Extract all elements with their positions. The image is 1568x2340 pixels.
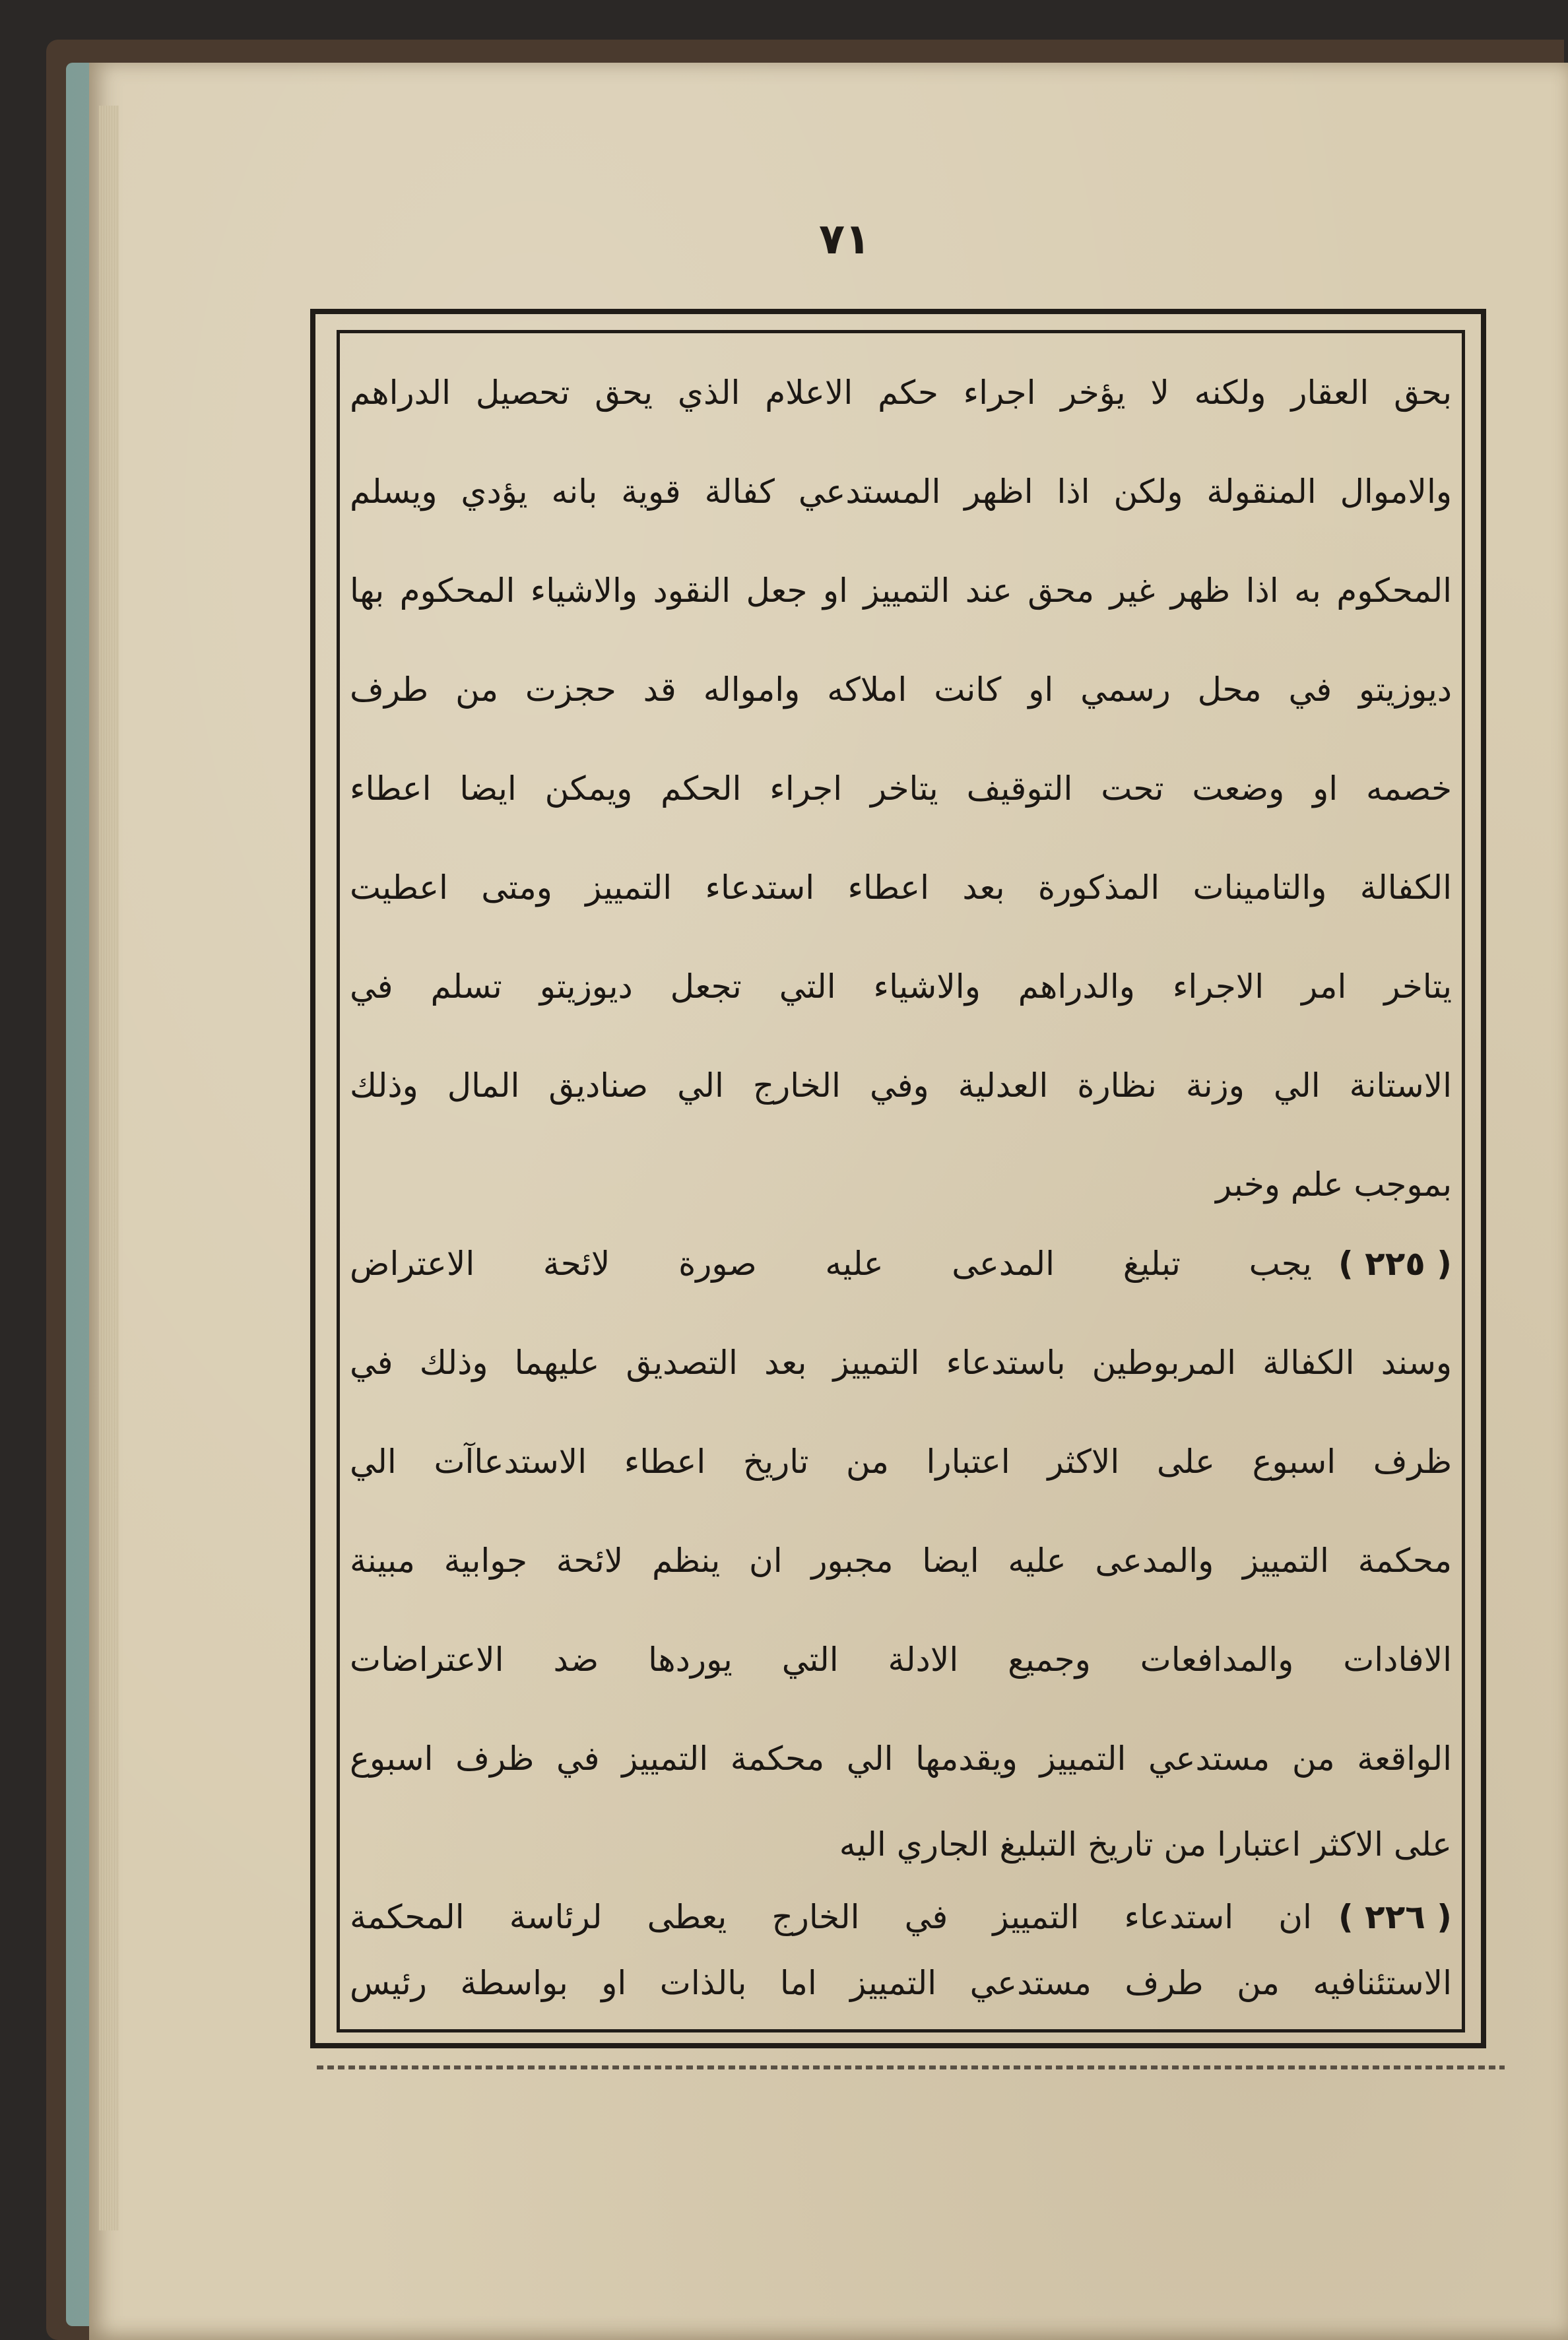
article-first-line: يجب تبليغ المدعى عليه صورة لائحة الاعتراض	[350, 1245, 1312, 1283]
text-line: بموجب علم وخبر	[1216, 1165, 1452, 1204]
page-number: ٧١	[818, 215, 871, 264]
text-block	[350, 343, 1452, 2032]
text-line: المحكوم به اذا ظهر غير محق عند التمييز او جعل النقود والاشياء المحكوم بها	[350, 571, 1452, 610]
text-line: ديوزيتو في محل رسمي او كانت املاكه وامواله قد حجزت من طرف	[350, 670, 1452, 709]
text-line: الواقعة من مستدعي التمييز ويقدمها الي محكمة التمييز في ظرف اسبوع	[350, 1739, 1452, 1778]
article-first-line: ان استدعاء التمييز في الخارج يعطى لرئاسة المحكمة	[350, 1898, 1312, 1936]
text-line: الاستئنافيه من طرف مستدعي التمييز اما بالذات او بواسطة رئيس	[350, 1964, 1452, 2002]
article-number: ( ٢٢٦ )	[1338, 1898, 1452, 1936]
text-line: ظرف اسبوع على الاكثر اعتبارا من تاريخ اعطاء الاستدعاآت الي	[350, 1443, 1452, 1481]
text-line: وسند الكفالة المربوطين باستدعاء التمييز بعد التصديق عليهما وذلك في	[350, 1344, 1452, 1382]
text-line: والاموال المنقولة ولكن اذا اظهر المستدعي كفالة قوية بانه يؤدي ويسلم	[350, 472, 1452, 511]
text-line: على الاكثر اعتبارا من تاريخ التبليغ الجاري اليه	[839, 1825, 1452, 1864]
text-line: يتاخر امر الاجراء والدراهم والاشياء التي تجعل ديوزيتو تسلم في	[350, 967, 1452, 1006]
article-225-heading-line	[350, 1214, 1452, 1313]
article-number: ( ٢٢٥ )	[1338, 1245, 1452, 1283]
text-line: الافادات والمدافعات وجميع الادلة التي يوردها ضد الاعتراضات	[350, 1641, 1452, 1679]
text-line: الاستانة الي وزنة نظارة العدلية وفي الخارج الي صناديق المال وذلك	[350, 1066, 1452, 1105]
page-stack-edge	[99, 106, 119, 2230]
text-line: بحق العقار ولكنه لا يؤخر اجراء حكم الاعلام الذي يحق تحصيل الدراهم	[350, 374, 1452, 412]
frame-dotted-rule	[317, 2065, 1505, 2069]
text-line: خصمه او وضعت تحت التوقيف يتاخر اجراء الحكم ويمكن ايضا اعطاء	[350, 769, 1452, 808]
text-line: محكمة التمييز والمدعى عليه ايضا مجبور ان ينظم لائحة جوابية مبينة	[350, 1542, 1452, 1580]
text-line: الكفالة والتامينات المذكورة بعد اعطاء استدعاء التمييز ومتى اعطيت	[350, 868, 1452, 907]
